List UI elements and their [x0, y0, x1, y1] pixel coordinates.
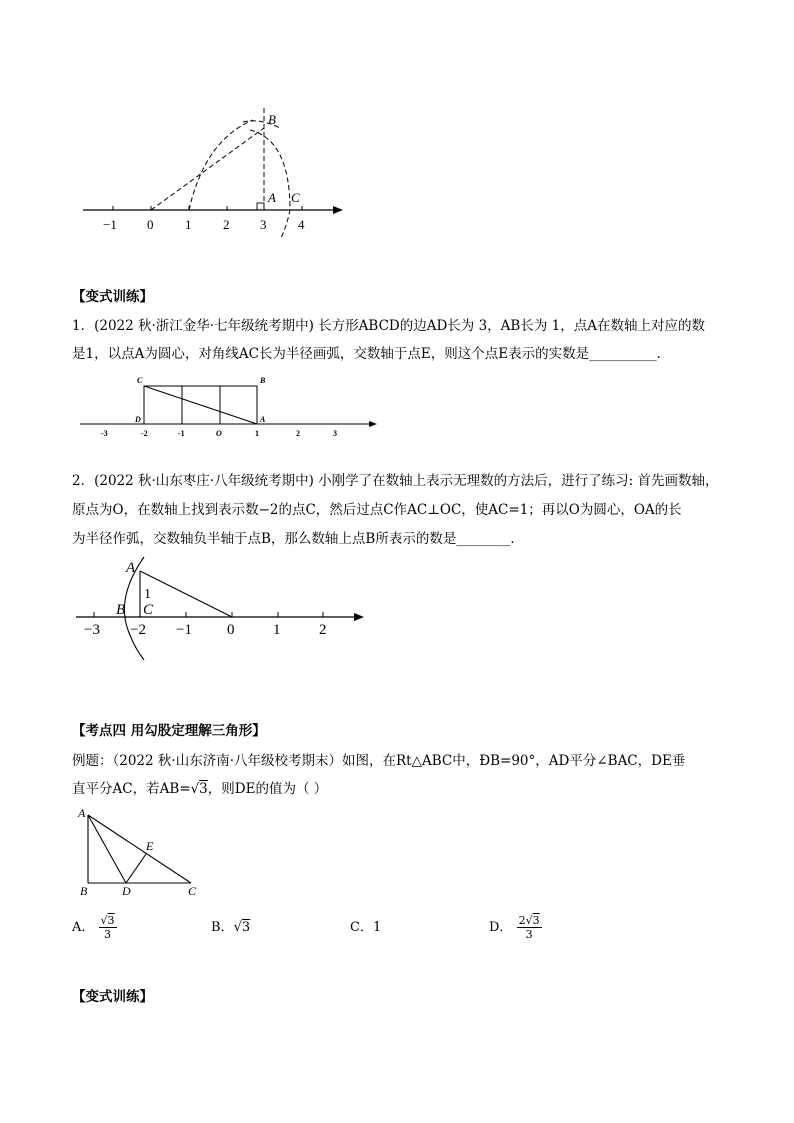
segment-de [126, 854, 146, 883]
tick-label: 4 [298, 217, 305, 232]
example-line-2 [72, 779, 732, 799]
point-label-a: A [78, 806, 86, 820]
tick-label: 1 [273, 622, 281, 638]
section-heading-point-4: 【考点四 用勾股定理解三角形】 [72, 723, 266, 739]
option-d-denominator: 3 [525, 928, 533, 941]
tick-label: 3 [260, 217, 267, 232]
example-text-pre: 直平分AC，若AB= [72, 781, 191, 797]
option-d[interactable] [489, 914, 542, 941]
segment-label-1: 1 [144, 587, 151, 602]
axis-arrow-icon [333, 206, 343, 214]
diagonal-ca [144, 386, 257, 424]
tick-label: 1 [185, 217, 192, 232]
option-b-label: B． [211, 920, 234, 935]
option-c-label: C． [350, 920, 373, 935]
option-b-radicand: 3 [241, 920, 251, 935]
point-label-a: A [268, 190, 276, 205]
option-a-label: A． [72, 920, 95, 935]
section-heading-variant-2: 【变式训练】 [72, 989, 153, 1005]
option-c[interactable] [350, 918, 381, 938]
axis-arrow-icon [354, 613, 364, 621]
point-label-c: C [137, 376, 143, 385]
section-heading-variant: 【变式训练】 [72, 289, 153, 305]
option-d-label: D． [489, 920, 513, 935]
sqrt-symbol: √ [233, 920, 242, 935]
point-label-d: D [135, 415, 141, 424]
point-label-c: C [291, 190, 300, 205]
sqrt-symbol: √ [525, 914, 533, 927]
option-d-radicand: 3 [532, 914, 540, 927]
option-a-fraction [99, 914, 117, 941]
point-label-d: D [122, 884, 131, 898]
point-label-b: B [80, 884, 88, 898]
tick-label: -3 [101, 429, 108, 438]
tick-label: −1 [176, 622, 192, 638]
example-line-1: 例题：（2022 秋·山东济南·八年级校考期末）如图，在Rt△ABC中，ÐB=90°，AD平分∠BAC，DE垂 [72, 753, 686, 769]
option-a-radicand: 3 [107, 914, 115, 927]
segment-oa [140, 571, 232, 617]
right-angle-mark [257, 203, 264, 210]
tick-label: -2 [141, 429, 148, 438]
arc-large [250, 130, 290, 238]
figure-rectangle-number-line [75, 372, 385, 440]
arc-from-1 [189, 120, 253, 210]
segment-ad [88, 815, 126, 883]
option-a[interactable] [72, 914, 117, 941]
option-c-value: 1 [372, 920, 382, 935]
point-label-b: B [260, 376, 266, 385]
point-label-b: B [116, 602, 126, 618]
tick-label: 0 [147, 217, 154, 232]
side-ac [88, 815, 191, 883]
sqrt-symbol: √ [190, 781, 200, 797]
axis-arrow-icon [369, 421, 377, 427]
tick-label: −2 [130, 622, 146, 638]
tick-label: 3 [333, 429, 337, 438]
point-label-a: A [260, 415, 266, 424]
question-1-line-2: 是1，以点A为圆心，对角线AC长为半径画弧，交数轴于点E，则这个点E表示的实数是__________． [72, 346, 671, 362]
figure-right-triangle [76, 805, 206, 900]
option-d-coefficient: 2 [518, 914, 526, 927]
tick-label: −1 [103, 217, 117, 232]
question-2-line-2: 原点为O，在数轴上找到表示数−2的点C，然后过点C作AC⊥OC，使AC=1；再以O为圆心，OA的长 [72, 502, 682, 518]
option-d-fraction [517, 914, 542, 941]
figure-construct-irrational [72, 552, 372, 664]
tick-label: −3 [84, 622, 100, 638]
example-text-post: ，则DE的值为（ ） [207, 781, 328, 797]
tick-label: 2 [223, 217, 230, 232]
option-b[interactable] [211, 918, 250, 938]
point-label-c: C [188, 884, 197, 898]
tick-label: 2 [296, 429, 300, 438]
sqrt-symbol: √ [100, 914, 108, 927]
sqrt-radicand: 3 [199, 781, 208, 797]
point-label-e: E [146, 839, 154, 853]
question-1-line-1: 1．(2022 秋·浙江金华·七年级统考期中) 长方形ABCD的边AD长为 3，AB长为 1，点A在数轴上对应的数 [72, 318, 705, 334]
question-2-line-3: 为半径作弧，交数轴负半轴于点B，那么数轴上点B所表示的数是________． [72, 531, 524, 547]
figure-number-line-arc [75, 100, 355, 245]
point-label-c: C [143, 602, 154, 618]
question-2-line-1: 2．(2022 秋·山东枣庄·八年级统考期中) 小刚学了在数轴上表示无理数的方法后，进行了练习: 首先画数轴， [72, 473, 719, 489]
point-label-b: B [268, 112, 276, 127]
tick-label: 0 [227, 622, 235, 638]
option-a-denominator: 3 [104, 928, 112, 941]
tick-label: 1 [255, 429, 259, 438]
hypotenuse-dashed [151, 128, 264, 210]
tick-label: -1 [178, 429, 185, 438]
tick-label: 2 [319, 622, 327, 638]
tick-label: O [216, 429, 222, 438]
point-label-a: A [126, 560, 136, 576]
